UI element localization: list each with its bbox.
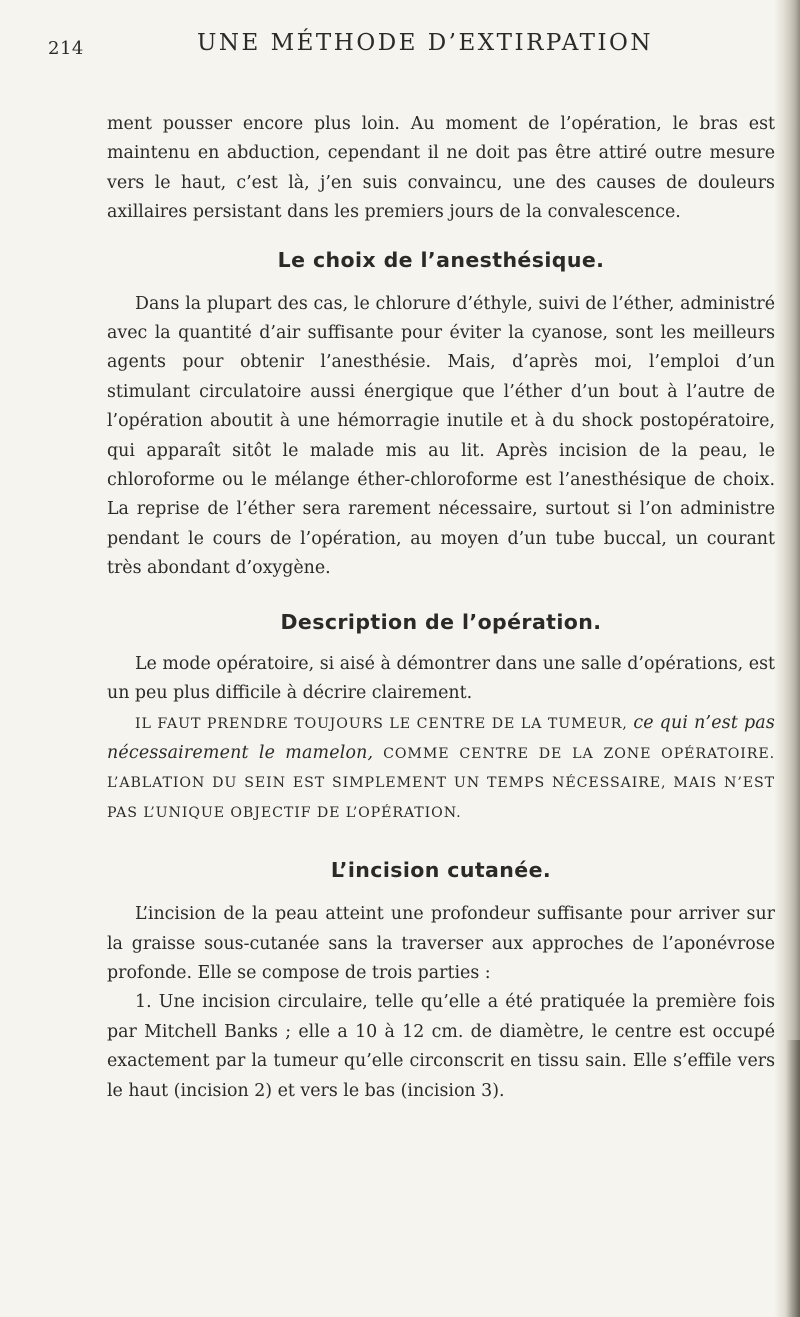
paragraph-incision: L’incision de la peau atteint une profondeur suffisante pour arriver sur la graisse sous-cutanée sans la traverser aux approches de l’aponévrose profonde. Elle se compose de trois parties : <box>107 904 775 983</box>
paragraph-mode-operatoire: Le mode opératoire, si aisé à démontrer dans une salle d’opérations, est un peu plus difficile à décrire clairement. <box>107 653 775 704</box>
paragraph-anesthesia: Dans la plupart des cas, le chlorure d’éthyle, suivi de l’éther, administré avec la quantité d’air suffisante pour éviter la cyanose, sont les meilleurs agents pour obtenir l’anesthésie. Mais, d’après moi, l’emploi d’un stimulant circulatoire aussi énergique que l’éther d’un bout à l’autre de l’opération aboutit à une hémorragie inutile et à du shock postopératoire, qui apparaît sitôt le malade mis au lit. Après incision de la peau, le chloroforme ou le mélange éther-chloroforme est l’anesthésique de choix. La reprise de l’éther sera rarement nécessaire, surtout si l’on administre pendant le cours de l’opération, au moyen d’un tube buccal, un courant très abondant d’oxygène. <box>107 293 775 579</box>
principle-smallcaps-start: IL FAUT PRENDRE TOUJOURS LE CENTRE DE LA TUMEUR, <box>135 715 628 732</box>
page-number: 214 <box>48 38 84 59</box>
section-heading-description: Description de l’opération. <box>280 609 602 634</box>
paragraph-principle <box>107 709 775 829</box>
paragraph-incision-part-1: 1. Une incision circulaire, telle qu’elle a été pratiquée la première fois par Mitchell Banks ; elle a 10 à 12 cm. de diamètre, le centre est occupé exactement par la tumeur qu’elle circonscrit en tissu sain. Elle s’effile vers le haut (incision 2) et vers le bas (incision 3). <box>107 992 775 1101</box>
section-heading-anesthesique: Le choix de l’anesthésique. <box>277 247 605 272</box>
principle-italic: ce qui n’est pas nécessairement le mamelon, <box>107 712 775 763</box>
paragraph-continuation: ment pousser encore plus loin. Au moment de l’opération, le bras est maintenu en abduction, cependant il ne doit pas être attiré outre mesure vers le haut, c’est là, j’en suis convaincu, une des causes de douleurs axillaires persistant dans les premiers jours de la convalescence. <box>107 114 775 223</box>
principle-smallcaps-end: COMME CENTRE DE LA ZONE OPÉRATOIRE. L’ABLATION DU SEIN EST SIMPLEMENT UN TEMPS NÉCESSAIRE, MAIS N’EST PAS L’UNIQUE OBJECTIF DE L’OPÉRATION. <box>107 745 776 821</box>
running-title: UNE MÉTHODE D’EXTIRPATION <box>196 30 654 56</box>
page-header <box>0 30 780 70</box>
page-edge-shadow <box>786 1040 800 1317</box>
section-heading-incision: L’incision cutanée. <box>330 858 552 883</box>
body-text <box>107 110 775 1106</box>
